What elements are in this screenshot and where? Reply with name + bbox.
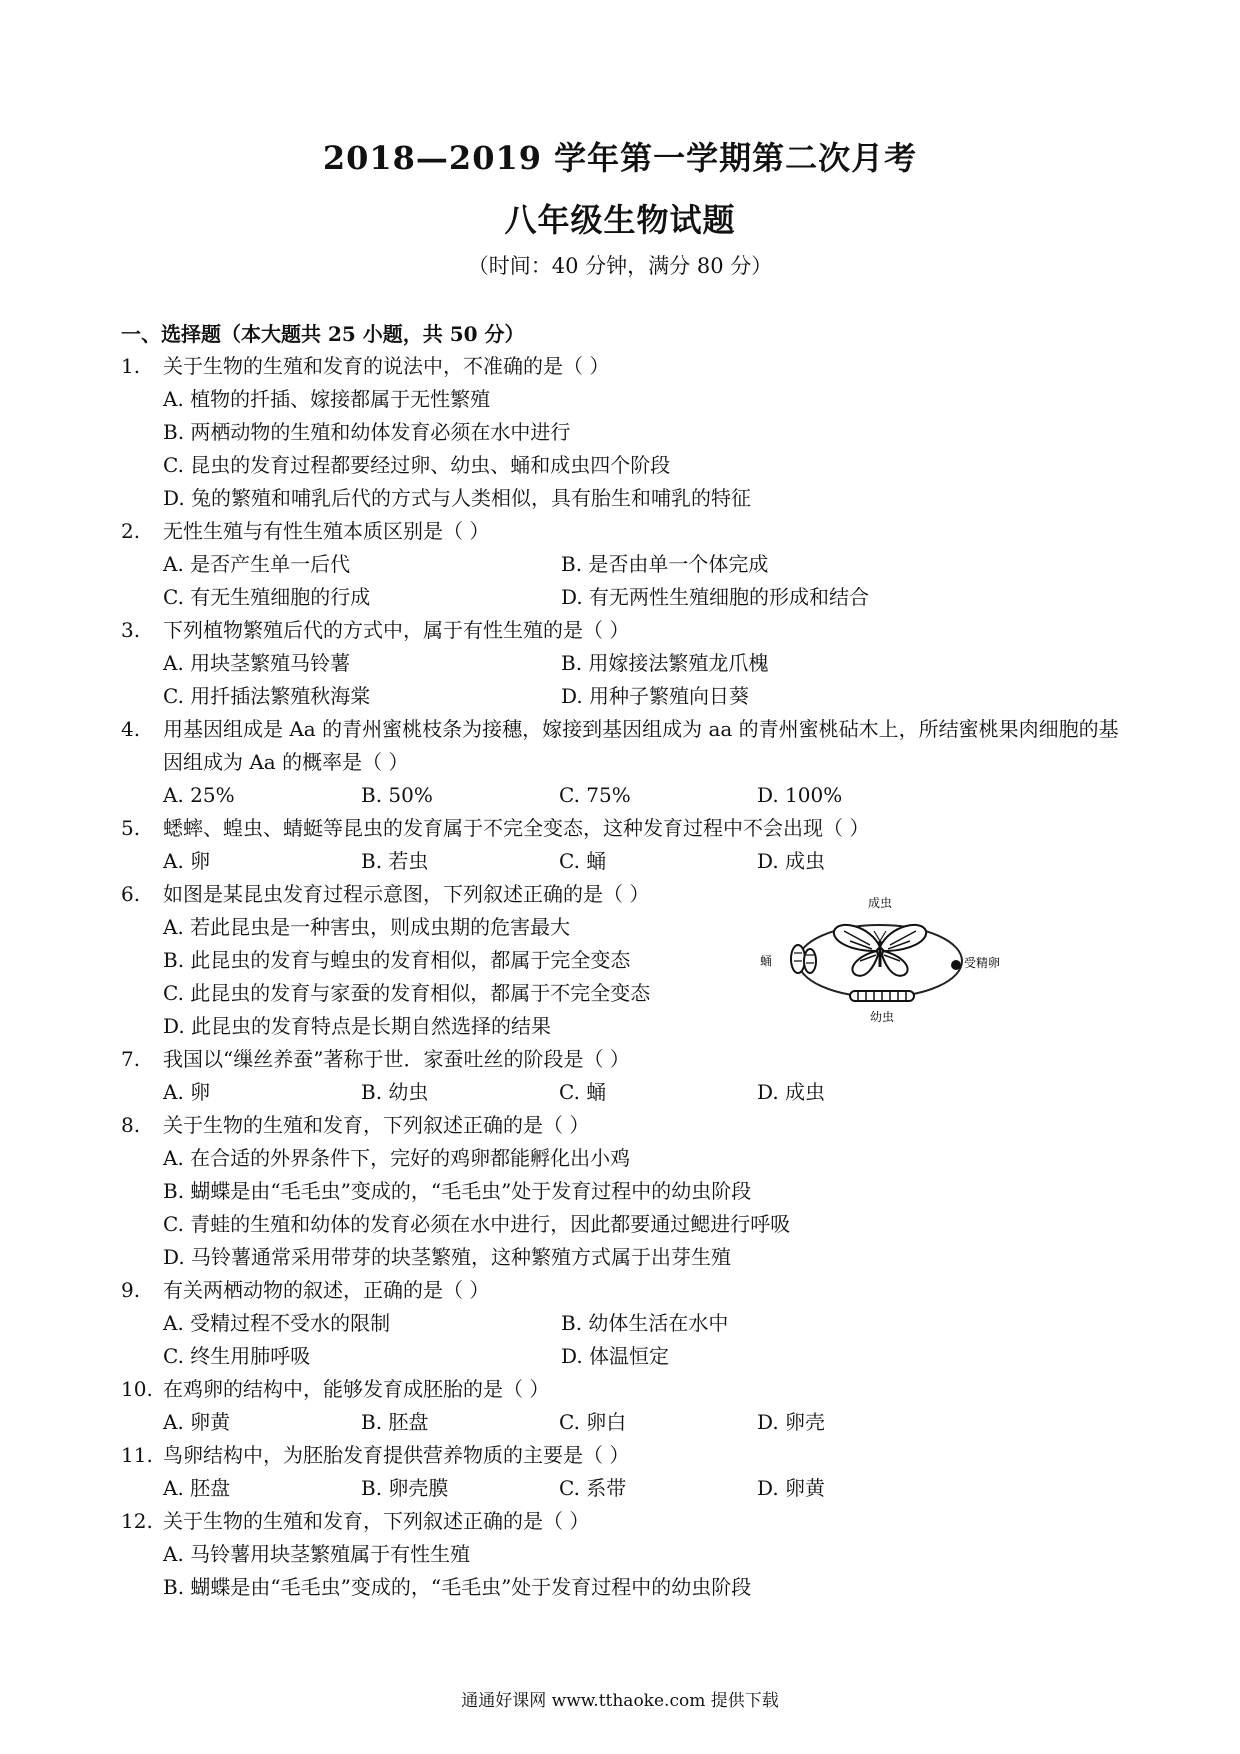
question-number: 12. [121, 1509, 153, 1533]
question-text: 关于生物的生殖和发育，下列叙述正确的是（ ） [163, 1509, 590, 1533]
insect-lifecycle-diagram [760, 895, 1001, 1025]
page-footer: 通通好课网 www.tthaoke.com 提供下载 [461, 1691, 779, 1711]
option: A. 若此昆虫是一种害虫，则成虫期的危害最大 [163, 915, 571, 939]
option: C. 昆虫的发育过程都要经过卵、幼虫、蛹和成虫四个阶段 [163, 453, 671, 477]
question-number: 4. [121, 717, 141, 741]
label-larva: 幼虫 [870, 1010, 895, 1024]
option: C. 蛹 [559, 849, 607, 873]
option: B. 用嫁接法繁殖龙爪槐 [561, 651, 769, 675]
question-text: 关于生物的生殖和发育，下列叙述正确的是（ ） [163, 1113, 590, 1137]
question-8 [121, 1109, 1131, 1274]
exam-time-note: （时间：40 分钟，满分 80 分） [467, 254, 773, 278]
question-text: 如图是某昆虫发育过程示意图，下列叙述正确的是（ ） [163, 882, 650, 906]
question-text: 在鸡卵的结构中，能够发育成胚胎的是（ ） [163, 1377, 550, 1401]
question-1 [121, 350, 1131, 515]
label-pupa: 蛹 [760, 954, 773, 968]
question-11 [121, 1439, 1131, 1505]
option: D. 卵黄 [757, 1476, 826, 1500]
option: B. 是否由单一个体完成 [561, 552, 769, 576]
question-number: 10. [121, 1377, 153, 1401]
option: D. 马铃薯通常采用带芽的块茎繁殖，这种繁殖方式属于出芽生殖 [163, 1245, 732, 1269]
exam-title: 2018—2019 学年第一学期第二次月考 [322, 139, 918, 177]
option: B. 蝴蝶是由“毛毛虫”变成的，“毛毛虫”处于发育过程中的幼虫阶段 [163, 1575, 752, 1599]
option: A. 卵黄 [163, 1410, 231, 1434]
question-number: 2. [121, 519, 141, 543]
option: B. 蝴蝶是由“毛毛虫”变成的，“毛毛虫”处于发育过程中的幼虫阶段 [163, 1179, 752, 1203]
option: D. 用种子繁殖向日葵 [561, 684, 750, 708]
question-2 [121, 515, 1131, 614]
option: B. 两栖动物的生殖和幼体发育必须在水中进行 [163, 420, 571, 444]
option: B. 此昆虫的发育与蝗虫的发育相似，都属于完全变态 [163, 948, 631, 972]
option: A. 卵 [163, 1080, 211, 1104]
option: B. 幼虫 [361, 1080, 429, 1104]
option: D. 兔的繁殖和哺乳后代的方式与人类相似，具有胎生和哺乳的特征 [163, 486, 752, 510]
question-text: 蟋蟀、蝗虫、蜻蜓等昆虫的发育属于不完全变态，这种发育过程中不会出现（ ） [163, 816, 870, 840]
question-text: 关于生物的生殖和发育的说法中，不准确的是（ ） [163, 354, 610, 378]
larva-icon [850, 991, 914, 1001]
egg-icon [951, 960, 961, 970]
question-text: 用基因组成是 Aa 的青州蜜桃枝条为接穗，嫁接到基因组成为 aa 的青州蜜桃砧木上，所结蜜桃果肉细胞的基因组成为 Aa 的概率是（ ） [163, 717, 1119, 774]
question-number: 6. [121, 882, 141, 906]
option: A. 卵 [163, 849, 211, 873]
label-adult: 成虫 [868, 896, 893, 910]
label-egg: 受精卵 [964, 956, 1001, 970]
question-number: 11. [121, 1443, 153, 1467]
option: C. 终生用肺呼吸 [163, 1344, 311, 1368]
question-number: 5. [121, 816, 141, 840]
option: A. 是否产生单一后代 [163, 552, 351, 576]
option: A. 胚盘 [163, 1476, 231, 1500]
option: D. 成虫 [757, 849, 826, 873]
question-12 [121, 1505, 1131, 1604]
option: D. 卵壳 [757, 1410, 826, 1434]
option: A. 马铃薯用块茎繁殖属于有性生殖 [163, 1542, 471, 1566]
option: A. 受精过程不受水的限制 [163, 1311, 391, 1335]
option: B. 胚盘 [361, 1410, 429, 1434]
option: D. 有无两性生殖细胞的形成和结合 [561, 585, 870, 609]
option: C. 青蛙的生殖和幼体的发育必须在水中进行，因此都要通过鳃进行呼吸 [163, 1212, 791, 1236]
pupa-icon [791, 945, 816, 973]
butterfly-icon [834, 925, 926, 976]
option: A. 植物的扦插、嫁接都属于无性繁殖 [163, 387, 491, 411]
question-text: 有关两栖动物的叙述，正确的是（ ） [163, 1278, 490, 1302]
option: B. 若虫 [361, 849, 429, 873]
question-10 [121, 1373, 1131, 1439]
question-7 [121, 1043, 1131, 1109]
question-number: 8. [121, 1113, 141, 1137]
exam-subject-title: 八年级生物试题 [504, 201, 736, 239]
option: A. 用块茎繁殖马铃薯 [163, 651, 351, 675]
question-text: 下列植物繁殖后代的方式中，属于有性生殖的是（ ） [163, 618, 630, 642]
question-number: 1. [121, 354, 141, 378]
question-9 [121, 1274, 1131, 1373]
option: C. 有无生殖细胞的行成 [163, 585, 371, 609]
option: C. 系带 [559, 1476, 627, 1500]
question-text: 鸟卵结构中，为胚胎发育提供营养物质的主要是（ ） [163, 1443, 630, 1467]
option: C. 75% [559, 783, 631, 807]
option: B. 卵壳膜 [361, 1476, 449, 1500]
option: B. 幼体生活在水中 [561, 1311, 729, 1335]
option: C. 此昆虫的发育与家蚕的发育相似，都属于不完全变态 [163, 981, 651, 1005]
option: D. 100% [757, 783, 843, 807]
question-4 [121, 713, 1131, 812]
section-heading: 一、选择题（本大题共 25 小题，共 50 分） [121, 322, 525, 346]
question-5 [121, 812, 1131, 878]
option: B. 50% [361, 783, 433, 807]
option: D. 体温恒定 [561, 1344, 670, 1368]
question-3 [121, 614, 1131, 713]
option: D. 成虫 [757, 1080, 826, 1104]
option: C. 卵白 [559, 1410, 627, 1434]
question-text: 我国以“缫丝养蚕”著称于世．家蚕吐丝的阶段是（ ） [163, 1047, 630, 1071]
option: C. 蛹 [559, 1080, 607, 1104]
option: A. 在合适的外界条件下，完好的鸡卵都能孵化出小鸡 [163, 1146, 631, 1170]
question-number: 9. [121, 1278, 141, 1302]
option: D. 此昆虫的发育特点是长期自然选择的结果 [163, 1014, 552, 1038]
question-number: 7. [121, 1047, 141, 1071]
option: A. 25% [163, 783, 235, 807]
question-text: 无性生殖与有性生殖本质区别是（ ） [163, 519, 490, 543]
question-number: 3. [121, 618, 141, 642]
option: C. 用扦插法繁殖秋海棠 [163, 684, 371, 708]
